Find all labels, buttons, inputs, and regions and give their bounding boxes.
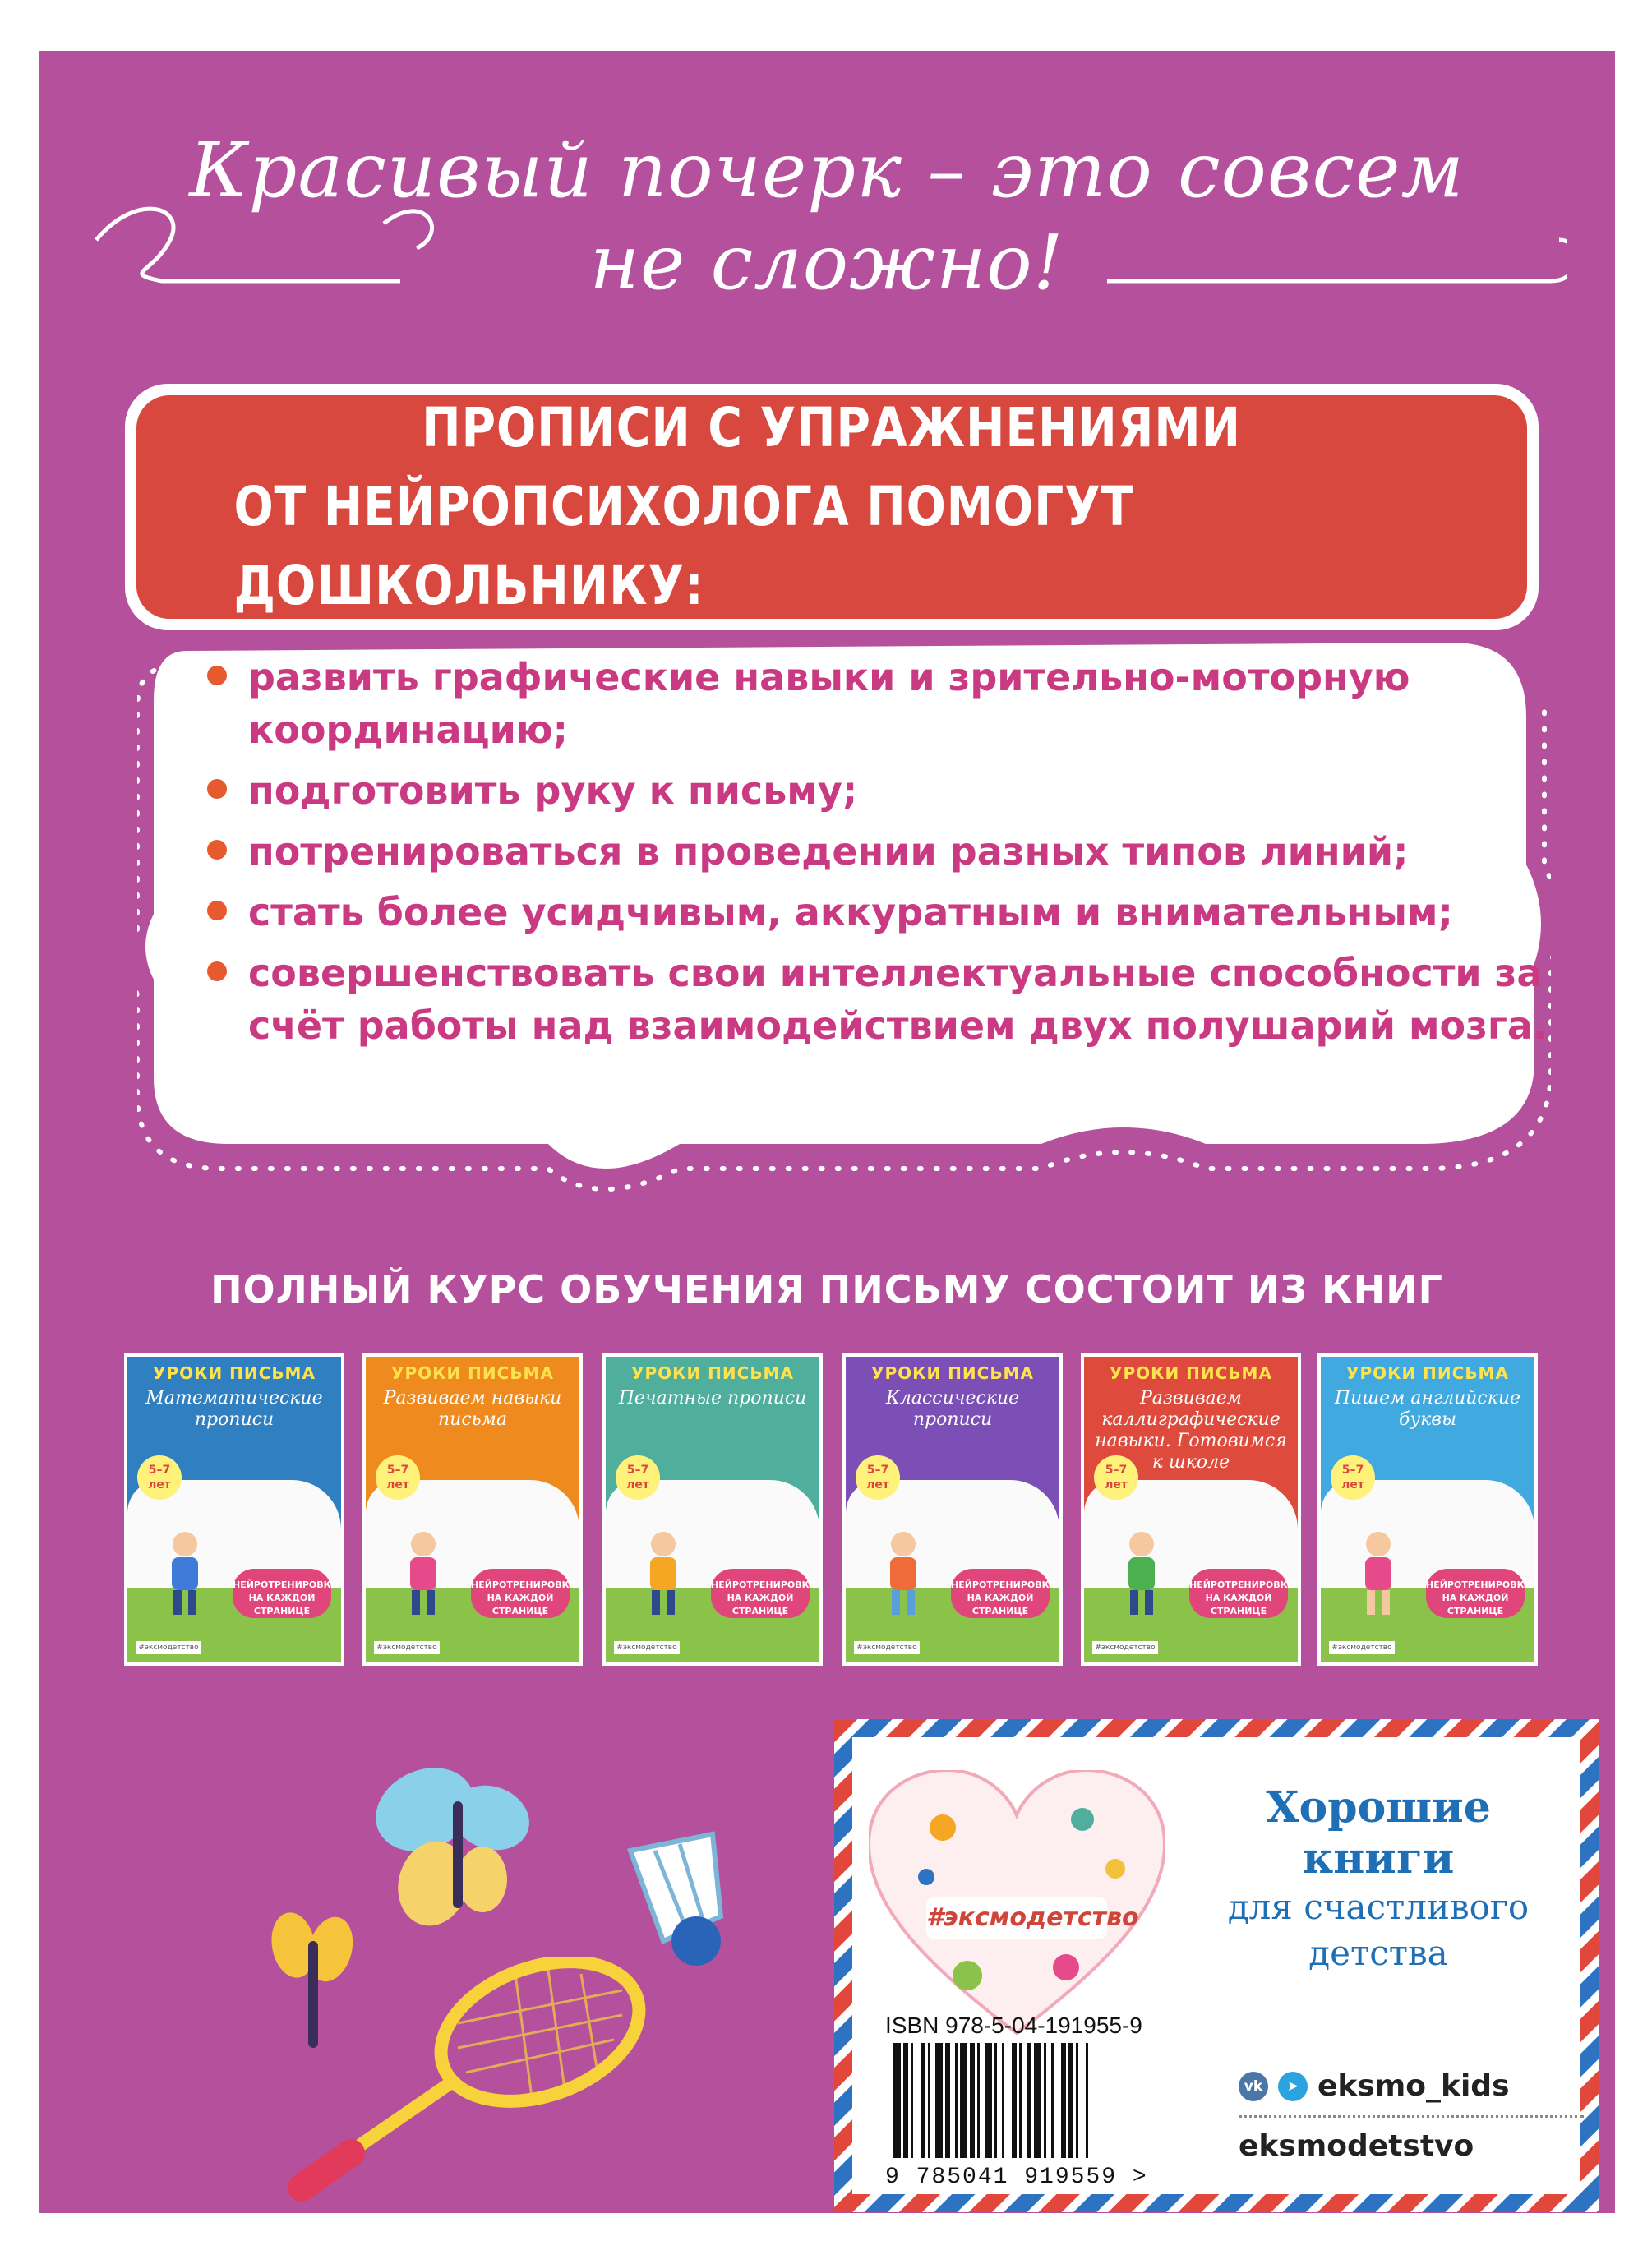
book-cover-english — [1317, 1353, 1538, 1666]
book-age: 5–7 лет — [616, 1455, 660, 1500]
list-item — [207, 764, 1563, 817]
book-cover-print-letters — [602, 1353, 823, 1666]
barcode-bar — [911, 2043, 913, 2158]
book-title: Развиваем каллиграфические навыки. Готовимся к школе — [1095, 1388, 1287, 1473]
barcode-bar — [977, 2043, 980, 2158]
book-series-label: УРОКИ ПИСЬМА — [391, 1363, 554, 1383]
list-item — [207, 651, 1563, 756]
telegram-icon: ➤ — [1278, 2072, 1308, 2101]
slogan-line-4: детства — [1308, 1933, 1448, 1973]
book-age: 5–7 лет — [1331, 1455, 1375, 1500]
barcode — [885, 2043, 1230, 2166]
book-title: Печатные прописи — [618, 1388, 807, 1409]
barcode-bar — [928, 2043, 930, 2158]
barcode-bar — [1068, 2043, 1073, 2158]
book-publisher: #эксмодетство — [1092, 1641, 1158, 1654]
social-primary-handle: eksmo_kids — [1317, 2069, 1510, 2103]
book-badge: НЕЙРОТРЕНИРОВКИ НА КАЖДОЙ СТРАНИЦЕ — [1189, 1569, 1288, 1618]
book-publisher: #эксмодетство — [374, 1641, 440, 1654]
book-age: 5–7 лет — [1094, 1455, 1138, 1500]
benefit-text: стать более усидчивым, аккуратным и внимательным; — [248, 890, 1453, 934]
bullet-dot — [207, 666, 227, 685]
course-title: ПОЛНЫЙ КУРС ОБУЧЕНИЯ ПИСЬМУ СОСТОИТ ИЗ КНИГ — [210, 1267, 1443, 1312]
child-illustration — [879, 1529, 928, 1620]
book-publisher: #эксмодетство — [136, 1641, 201, 1654]
headline — [39, 125, 1615, 309]
book-badge: НЕЙРОТРЕНИРОВКИ НА КАЖДОЙ СТРАНИЦЕ — [951, 1569, 1050, 1618]
barcode-bar — [1076, 2043, 1078, 2158]
banner-line-2: ОТ НЕЙРОПСИХОЛОГА ПОМОГУТ ДОШКОЛЬНИКУ: — [233, 475, 1134, 617]
book-title: Классические прописи — [885, 1388, 1020, 1430]
barcode-bar — [1034, 2043, 1041, 2158]
book-age: 5–7 лет — [856, 1455, 900, 1500]
headline-line-2: не сложно! — [589, 219, 1064, 307]
child-illustration — [1117, 1529, 1166, 1620]
book-cover-math — [124, 1353, 344, 1666]
slogan-line-2: книги — [1302, 1833, 1455, 1884]
brand-slogan — [1197, 1782, 1559, 1976]
barcode-bar — [1044, 2043, 1046, 2158]
child-illustration — [639, 1529, 688, 1620]
benefit-text: потренироваться в проведении разных типов линий; — [248, 829, 1409, 874]
book-age: 5–7 лет — [137, 1455, 182, 1500]
book-badge: НЕЙРОТРЕНИРОВКИ НА КАЖДОЙ СТРАНИЦЕ — [471, 1569, 570, 1618]
book-badge: НЕЙРОТРЕНИРОВКИ НА КАЖДОЙ СТРАНИЦЕ — [711, 1569, 810, 1618]
barcode-digits: 9 785041 919559 > — [885, 2165, 1148, 2190]
child-illustration — [160, 1529, 210, 1620]
book-title: Развиваем навыки письма — [383, 1388, 562, 1430]
book-badge: НЕЙРОТРЕНИРОВКИ НА КАЖДОЙ СТРАНИЦЕ — [1426, 1569, 1525, 1618]
red-banner — [125, 384, 1539, 630]
benefit-text: совершенствовать свои интеллектуальные способности за счёт работы над взаимодействием двух полушарий мозга. — [248, 951, 1548, 1048]
barcode-bar — [935, 2043, 943, 2158]
book-publisher: #эксмодетство — [614, 1641, 680, 1654]
bullet-dot — [207, 840, 227, 860]
book-title: Пишем английские буквы — [1334, 1388, 1521, 1430]
child-illustration — [1354, 1529, 1403, 1620]
bullet-dot — [207, 961, 227, 981]
bullet-dot — [207, 901, 227, 920]
barcode-bar — [1061, 2043, 1066, 2158]
barcode-bar — [1002, 2043, 1004, 2158]
book-publisher: #эксмодетство — [854, 1641, 920, 1654]
benefits-list — [207, 651, 1563, 1060]
barcode-bar — [1019, 2043, 1022, 2158]
barcode-bar — [994, 2043, 997, 2158]
book-series-label: УРОКИ ПИСЬМА — [1110, 1363, 1272, 1383]
barcode-bar — [893, 2043, 901, 2158]
barcode-bar — [960, 2043, 967, 2158]
barcode-bar — [1027, 2043, 1031, 2158]
book-series-label: УРОКИ ПИСЬМА — [631, 1363, 794, 1383]
barcode-bar — [955, 2043, 958, 2158]
benefit-text: развить графические навыки и зрительно-моторную координацию; — [248, 655, 1410, 752]
child-illustration — [399, 1529, 448, 1620]
vk-icon: vk — [1239, 2072, 1268, 2101]
barcode-bar — [985, 2043, 992, 2158]
book-title: Математические прописи — [145, 1388, 323, 1430]
barcode-bar — [903, 2043, 908, 2158]
barcode-bar — [1051, 2043, 1054, 2158]
slogan-line-1: Хорошие — [1266, 1782, 1491, 1833]
book-publisher: #эксмодетство — [1329, 1641, 1395, 1654]
brand-envelope — [834, 1719, 1599, 2212]
social-links — [1239, 2058, 1584, 2175]
brand-hashtag: #эксмодетство — [926, 1897, 1107, 1939]
isbn-text: ISBN 978-5-04-191955-9 — [885, 2013, 1142, 2038]
social-secondary-handle: eksmodetstvo — [1239, 2129, 1474, 2163]
racket-icon — [269, 1957, 663, 2213]
book-cover-calligraphy — [1081, 1353, 1301, 1666]
barcode-bar — [1086, 2043, 1088, 2158]
barcode-bar — [921, 2043, 925, 2158]
book-series-label: УРОКИ ПИСЬМА — [1346, 1363, 1509, 1383]
back-cover — [39, 51, 1615, 2213]
barcode-bar — [945, 2043, 950, 2158]
list-item — [207, 825, 1563, 878]
book-cover-classic — [842, 1353, 1063, 1666]
butterfly-icon — [367, 1760, 548, 1949]
barcode-bar — [1012, 2043, 1017, 2158]
headline-line-1: Красивый почерк – это совсем — [189, 127, 1465, 214]
slogan-line-3: для счастливого — [1227, 1887, 1530, 1927]
list-item — [207, 947, 1563, 1052]
list-item — [207, 886, 1563, 938]
book-badge: НЕЙРОТРЕНИРОВКИ НА КАЖДОЙ СТРАНИЦЕ — [233, 1569, 331, 1618]
social-row-secondary — [1239, 2118, 1584, 2175]
social-row-primary — [1239, 2058, 1584, 2118]
book-series-label: УРОКИ ПИСЬМА — [871, 1363, 1034, 1383]
book-cover-writing-skills — [362, 1353, 583, 1666]
benefit-text: подготовить руку к письму; — [248, 768, 858, 813]
book-series — [124, 1353, 1538, 1682]
barcode-bar — [970, 2043, 975, 2158]
book-age: 5–7 лет — [376, 1455, 420, 1500]
bullet-dot — [207, 779, 227, 799]
book-series-label: УРОКИ ПИСЬМА — [153, 1363, 316, 1383]
banner-line-1: ПРОПИСИ С УПРАЖНЕНИЯМИ — [422, 396, 1242, 459]
